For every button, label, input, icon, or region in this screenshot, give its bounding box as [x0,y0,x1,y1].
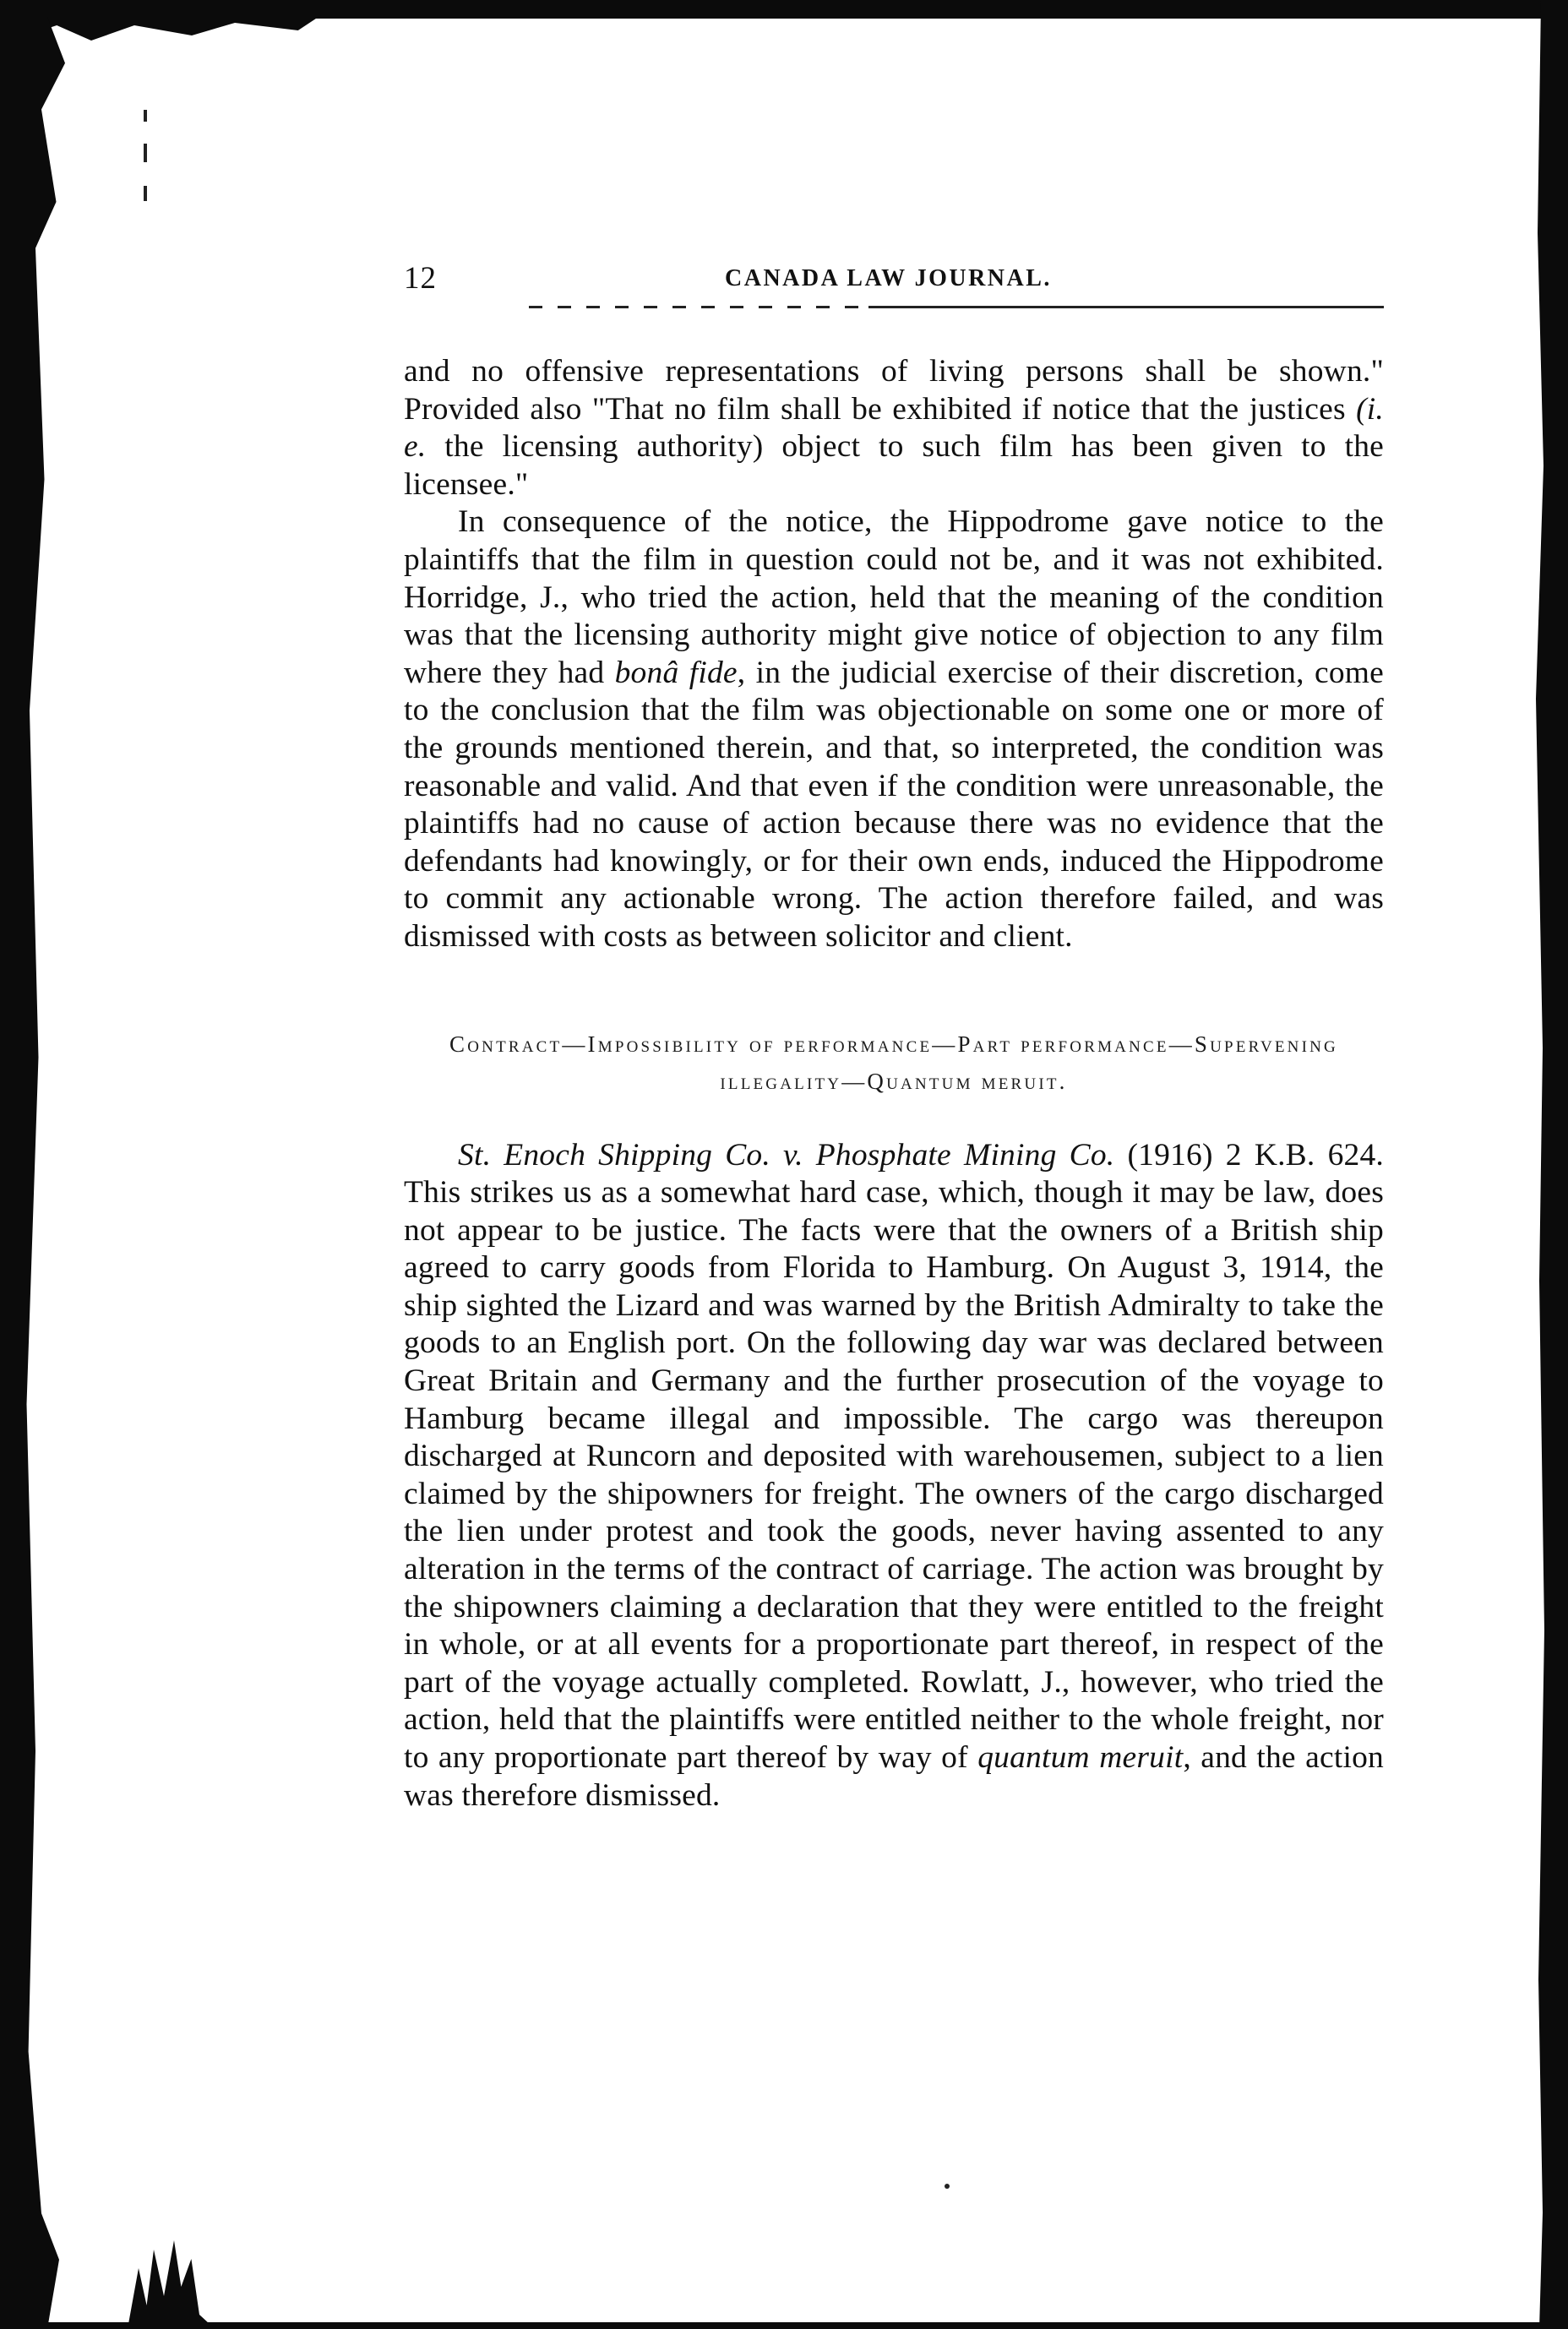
page-content [404,253,1384,1815]
ink-speck [945,2184,950,2189]
paragraph-2 [404,503,1384,955]
scan-specks [144,110,155,211]
paragraph-2-part-3: , in the judicial exercise of their discretion, come to the conclusion that the film was objectionable on some one or more of the grounds mentioned therein, and that, so interpreted, the condition was reasonable and valid. And that even if the condition were unreasonable, the plaintiffs had no cause of action because there was no evidence that the defendants had knowingly, or for their own ends, induced the Hippodrome to commit any actionable wrong. The action therefore failed, and was dismissed with costs as between solicitor and client. [404,655,1384,954]
header-rule-worn [514,306,868,309]
paragraph-1-part-2: (i. e. [404,391,1384,465]
paragraph-1 [404,353,1384,503]
second-section [404,1137,1384,1815]
first-section [404,353,1384,956]
case-citation: St. Enoch Shipping Co. v. Phosphate Mining Co. [458,1137,1115,1173]
paragraph-1-part-1: and no offensive representations of living persons shall be shown." Provided also "That no film shall be exhibited if notice that the justices [404,354,1384,427]
section-heading-text: Contract—Impossibility of performance—Part performance—Supervening illegality—Quantum meruit. [449,1031,1338,1094]
paragraph-3-latin-term: quantum meruit [977,1740,1184,1775]
paragraph-3 [404,1137,1384,1815]
scan-border-bottom-ragged [118,2231,220,2324]
scan-border-bottom [0,2322,1568,2329]
journal-title: CANADA LAW JOURNAL. [725,265,1052,291]
running-head [404,253,1384,304]
paragraph-3-body: (1916) 2 K.B. 624. This strikes us as a somewhat hard case, which, though it may be law, does not appear to be justice. The facts were that the owners of a British ship agreed to carry goods from Florida to Hamburg. On August 3, 1914, the ship sighted the Lizard and was warned by the British Admiralty to take the goods to an English port. On the following day war was declared between Great Britain and Germany and the further prosecution of the voyage to Hamburg became illegal and impossible. The cargo was thereupon discharged at Runcorn and deposited with warehousemen, subject to a lien claimed by the shipowners for freight. The owners of the cargo discharged the lien under protest and took the goods, never having assented to any alteration in the terms of the contract of carriage. The action was brought by the shipowners claiming a declaration that they were entitled to the freight in whole, or at all events for a proportionate part thereof, in respect of the part of the voyage actually completed. Rowlatt, J., however, who tried the action, held that the plaintiffs were entitled neither to the whole freight, nor to any proportionate part thereof by way of [404,1137,1384,1775]
scan-border-right-ragged [1531,0,1548,2329]
paragraph-3-closing: , and the action was therefore dismissed. [404,1740,1384,1813]
scan-border-left [0,0,25,2329]
scan-border-right [1546,0,1568,2329]
paragraph-1-part-3: the licensing authority) object to such film has been given to the licensee." [404,429,1384,502]
page-number: 12 [404,261,437,296]
section-heading [404,1026,1384,1100]
scan-border-left-ragged [24,17,83,2329]
scan-border-top-ragged [34,15,321,41]
paragraph-2-part-2: bonâ fide [614,655,738,690]
paragraph-2-part-1: In consequence of the notice, the Hippodrome gave notice to the plaintiffs that the film in question could not be, and it was not exhibited. Horridge, J., who tried the action, held that the meaning of the condition was that the licensing authority might give notice of objection to any film where they had [404,504,1384,690]
